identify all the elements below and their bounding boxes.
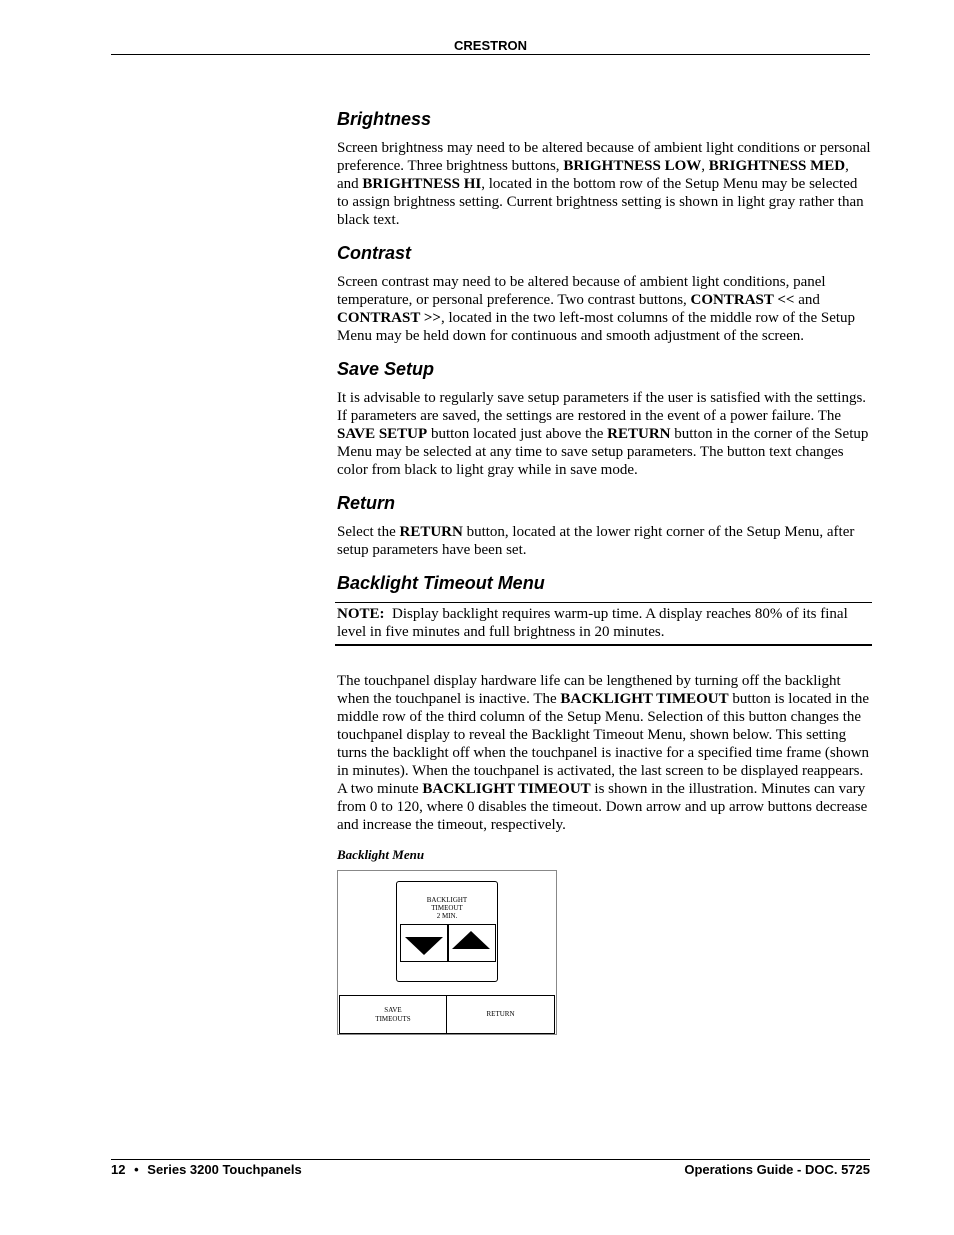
return-button: RETURN [446, 995, 555, 1034]
text-run: Select the [337, 524, 400, 540]
text-run: button in the corner of the Setup Menu may be selected at any time to save setup parameters. The button text changes color from black to light gray while in save mode. [337, 426, 869, 478]
running-header: CRESTRON [454, 38, 527, 53]
up-triangle-icon [452, 931, 490, 949]
footer-right-title: Operations Guide - DOC. 5725 [684, 1162, 870, 1177]
save-setup-paragraph [337, 389, 872, 479]
text-run: , and [337, 158, 849, 192]
timeout-control-box [396, 881, 498, 982]
note-text: Display backlight requires warm-up time. A display reaches 80% of its final level in five minutes and full brightness in 20 minutes. [337, 606, 852, 640]
text-run: , [701, 158, 709, 174]
backlight-heading: Backlight Timeout Menu [337, 573, 545, 593]
figure-caption: Backlight Menu [337, 847, 425, 862]
text-run: Screen contrast may need to be altered because of ambient light conditions, panel temperature, or personal preference. Two contrast buttons, [337, 274, 826, 308]
bold-term: SAVE SETUP [337, 426, 428, 442]
footer-left-title: Series 3200 Touchpanels [147, 1162, 302, 1177]
timeout-value: 2 MIN. [436, 912, 458, 920]
save-label-line: SAVE [384, 1005, 402, 1014]
return-paragraph [337, 523, 872, 559]
bold-term: BRIGHTNESS HI [362, 176, 482, 192]
text-run: Screen brightness may need to be altered because of ambient light conditions or personal preference. Three brightness buttons, [337, 140, 871, 174]
text-run: , located in the bottom row of the Setup Menu may be selected to assign brightness setting. Current brightness setting is shown in light gray rather than black text. [337, 176, 864, 228]
text-run: button is located in the middle row of the third column of the Setup Menu. Selection of this button changes the touchpanel display to reveal the Backlight Timeout Menu, shown below. This setting turns the backlight off when the touchpanel is inactive for a specified time frame (shown in minutes). When the touchpanel is activated, the last screen to be displayed reappears. A two minute [337, 691, 870, 797]
bold-term: CONTRAST >> [337, 310, 441, 326]
bold-term: RETURN [399, 524, 463, 540]
note-box [335, 602, 872, 646]
timeout-label-line: TIMEOUT [431, 904, 463, 912]
text-run: button, located at the lower right corner of the Setup Menu, after setup parameters have been set. [337, 524, 855, 558]
header-rule [111, 54, 870, 55]
decrease-timeout-button [400, 924, 449, 962]
running-footer [111, 1162, 870, 1178]
save-timeouts-button [339, 995, 447, 1034]
timeout-label-line: BACKLIGHT [426, 896, 468, 904]
bold-term: BACKLIGHT TIMEOUT [560, 691, 729, 707]
text-run: The touchpanel display hardware life can be lengthened by turning off the backlight when the touchpanel is inactive. The [337, 673, 841, 707]
save-setup-heading: Save Setup [337, 359, 435, 379]
text-run: It is advisable to regularly save setup parameters if the user is satisfied with the settings. If parameters are saved, the settings are restored in the event of a power failure. The [337, 390, 867, 424]
text-run: , located in the two left-most columns of the middle row of the Setup Menu may be held down for continuous and smooth adjustment of the screen. [337, 310, 856, 344]
bold-term: BRIGHTNESS MED [708, 158, 846, 174]
footer-bullet: • [134, 1162, 139, 1177]
page-number: 12 [111, 1162, 126, 1177]
contrast-heading: Contrast [337, 243, 412, 263]
note-label: NOTE: [337, 606, 385, 622]
bold-term: CONTRAST << [690, 292, 795, 308]
timeout-label [397, 896, 497, 920]
page-content [337, 108, 872, 1035]
down-triangle-icon [405, 937, 443, 955]
increase-timeout-button [447, 924, 496, 962]
brightness-paragraph [337, 139, 872, 229]
return-heading: Return [337, 493, 395, 513]
bold-term: BACKLIGHT TIMEOUT [422, 781, 591, 797]
backlight-paragraph [337, 672, 872, 834]
contrast-paragraph [337, 273, 872, 345]
bold-term: BRIGHTNESS LOW [563, 158, 702, 174]
text-run: is shown in the illustration. Minutes can vary from 0 to 120, where 0 disables the timeout. Down arrow and up arrow buttons decrease and increase the timeout, respectively. [337, 781, 868, 833]
text-run: and [794, 292, 820, 308]
footer-rule [111, 1159, 870, 1160]
bold-term: RETURN [607, 426, 671, 442]
backlight-menu-figure [337, 870, 557, 1035]
brightness-heading: Brightness [337, 109, 432, 129]
save-label-line: TIMEOUTS [375, 1014, 411, 1023]
text-run: button located just above the [427, 426, 608, 442]
